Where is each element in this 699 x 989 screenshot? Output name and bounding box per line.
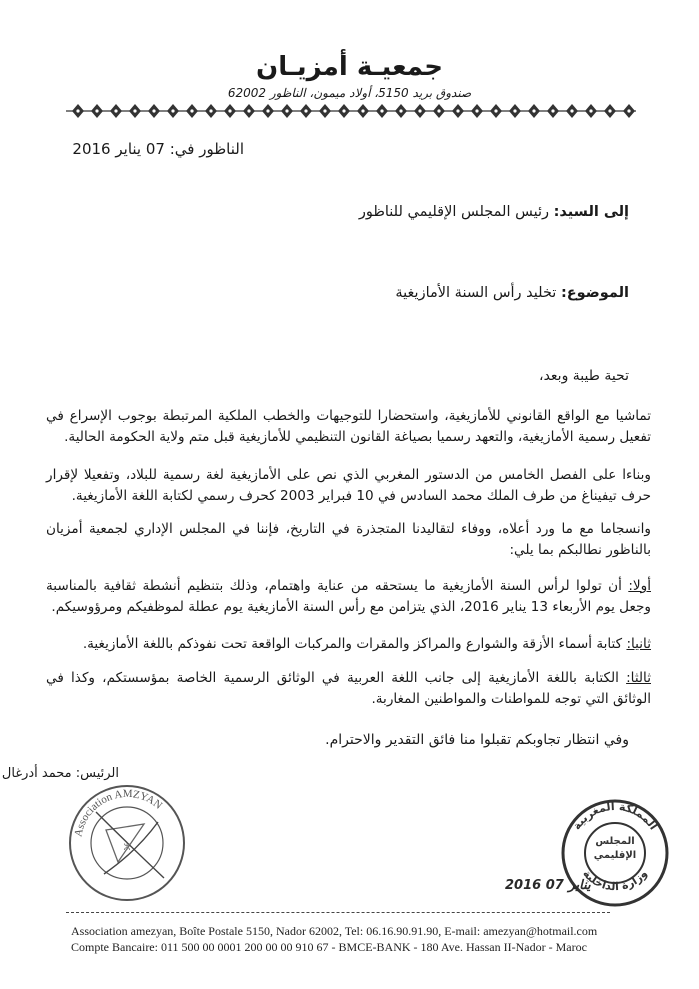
demand-item (46, 576, 651, 618)
ornament-dot (418, 109, 421, 112)
stamp-center-text: المجلس الإقليمي (593, 836, 637, 861)
stamp-top-text: المملكة المغربية (570, 799, 661, 833)
ornament-dot (475, 109, 478, 112)
recipient-label: إلى السيد: (553, 204, 629, 220)
body-paragraph: وانسجاما مع ما ورد أعلاه، ووفاء لتقاليدنا المتجذرة في التاريخ، فإننا في المجلس الإداري لجمعية أمزيان بالناظور نطالبكم بما يلي: (46, 521, 651, 558)
ornament-dot (114, 109, 117, 112)
ornament-dot (608, 109, 611, 112)
ornament-dot (570, 109, 573, 112)
ornament-dot (76, 109, 79, 112)
ornament-dot (209, 109, 212, 112)
ornament-dot (95, 109, 98, 112)
ornament-dot (513, 109, 516, 112)
ornament-dot (342, 109, 345, 112)
ornament-dot (247, 109, 250, 112)
subject-value: تخليد رأس السنة الأمازيغية (395, 285, 557, 301)
ornament-dot (304, 109, 307, 112)
ornament-dot (285, 109, 288, 112)
association-address: صندوق بريد 5150، أولاد ميمون، الناظور 62002 (227, 86, 472, 100)
ornament-dot (494, 109, 497, 112)
recipient-line (359, 204, 629, 220)
closing-line: وفي انتظار تجاوبكم تقبلوا منا فائق التقدير والاحترام. (325, 732, 629, 748)
body-paragraph: وبناءا على الفصل الخامس من الدستور المغربي الذي نص على الأمازيغية لغة رسمية للبلاد، وتفعيلا لإقرار حرف تيفيناغ من طرف الملك محمد السادس في 10 فبراير 2003 كحرف رسمي لكتابة اللغة الأمازيغية. (46, 467, 651, 504)
ornament-dot (133, 109, 136, 112)
ornament-dot (380, 109, 383, 112)
body-paragraph: تماشيا مع الواقع القانوني للأمازيغية، واستحضارا للتوجيهات والخطب الملكية المرتبطة بوجوب الإسراع في تفعيل رسمية الأمازيغية، والتعهد رسميا بصياغة القانون التنظيمي للأمازيغية قبل متم ولاية الحكومة الحالية. (46, 408, 651, 445)
ornament-dot (456, 109, 459, 112)
stamp-received-date: 2016 يناير 07 (505, 878, 591, 893)
ornament-dot (152, 109, 155, 112)
ornament-dot (399, 109, 402, 112)
footer-divider (66, 912, 610, 913)
footer-bank: Compte Bancaire: 011 500 00 0001 200 00 00 910 67 - BMCE-BANK - 180 Ave. Hassan II-Nador - Maroc (71, 940, 587, 954)
ornament-dot (627, 109, 630, 112)
demand-text: الكتابة باللغة الأمازيغية إلى جانب اللغة العربية في الوثائق الرسمية الخاصة بمؤسستكم، وكذا في الوثائق التي توجه للمواطنات والمواطنين المغاربة. (46, 670, 651, 707)
demand-label: ثالثا: (626, 670, 651, 686)
association-stamp (66, 782, 188, 904)
decorative-border-ornament (66, 100, 636, 122)
ornament-dot (589, 109, 592, 112)
ornament-dot (532, 109, 535, 112)
ornament-dot (228, 109, 231, 112)
ornament-dot (171, 109, 174, 112)
association-name: جمعيـة أمزيـان (256, 52, 443, 82)
ornament-dot (361, 109, 364, 112)
demand-item (46, 668, 651, 710)
demand-text: أن تولوا لرأس السنة الأمازيغية ما يستحقه من عناية واهتمام، وذلك بتنظيم أنشطة ثقافية بالمناسبة وجعل يوم الأربعاء 13 يناير 2016، الذي يتزامن مع رأس السنة الأمازيغية يوم عطلة لموظفيكم ومرؤوسيكم. (46, 578, 651, 615)
svg-text:ⵣ: ⵣ (123, 843, 131, 853)
demand-label: أولا: (628, 578, 651, 594)
subject-line (395, 285, 629, 301)
footer-contact: Association amezyan, Boîte Postale 5150, Nador 62002, Tel: 06.16.90.91.90, E-mail: amezyan@hotmail.com (71, 924, 598, 938)
demand-item (46, 634, 651, 655)
stamp-bottom-text: وزارة الداخلية (580, 867, 650, 894)
signatory: الرئيس: محمد أدرغال (1, 766, 119, 781)
ornament-dot (266, 109, 269, 112)
ornament-dot (323, 109, 326, 112)
recipient-value: رئيس المجلس الإقليمي للناظور (358, 204, 549, 220)
letter-date: الناظور في: 07 يناير 2016 (72, 140, 244, 158)
demand-label: ثانيا: (626, 636, 651, 652)
ornament-dot (551, 109, 554, 112)
stamp-ring-text: Association AMZYAN (72, 787, 165, 838)
demand-text: كتابة أسماء الأزقة والشوارع والمراكز والمقرات والمركبات الواقعة تحت نفوذكم باللغة الأمازيغية. (82, 636, 627, 652)
subject-label: الموضوع: (560, 285, 629, 301)
greeting: تحية طيبة وبعد، (539, 368, 629, 384)
ornament-dot (190, 109, 193, 112)
ornament-dot (437, 109, 440, 112)
